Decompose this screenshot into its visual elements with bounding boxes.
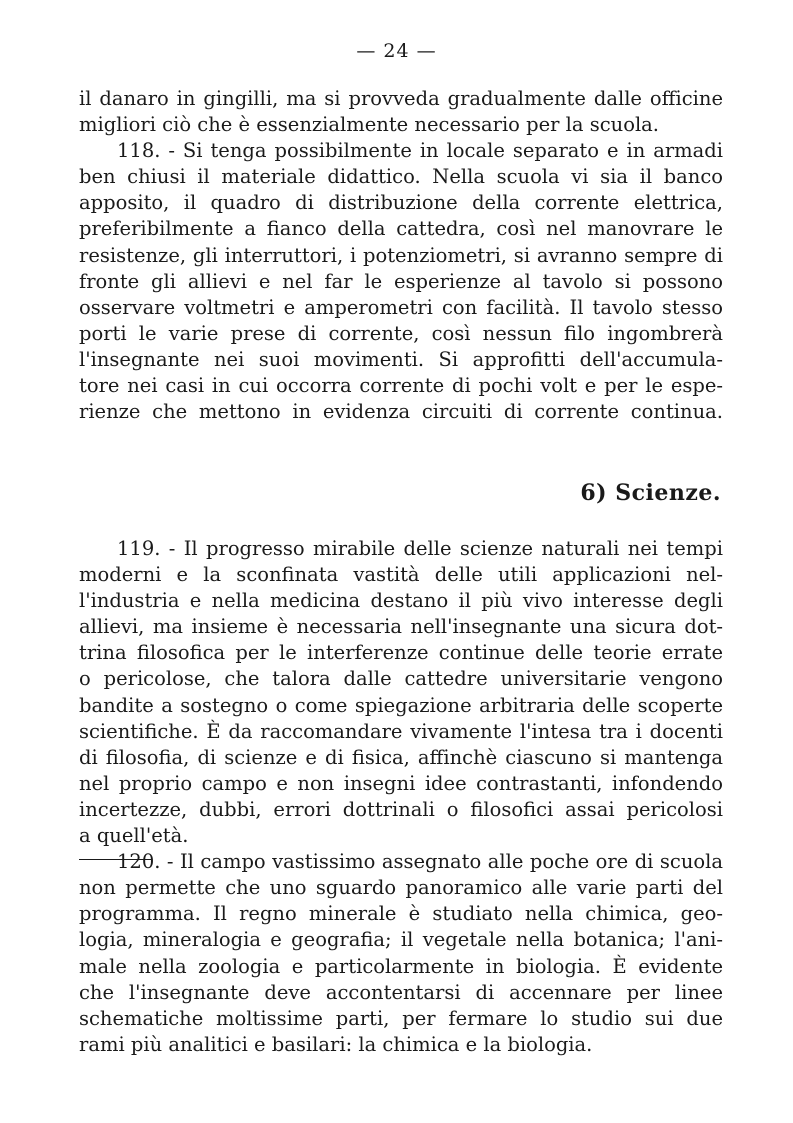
paragraph-119-line: moderni e la sconfinata vastità delle utili applicazioni nel-: [79, 563, 723, 587]
paragraph-118-line: 118. - Si tenga possibilmente in locale separato e in armadi: [117, 139, 723, 163]
paragraph-119-line: nel proprio campo e non insegni idee contrastanti, infondendo: [79, 771, 723, 795]
paragraph-119-line: l'industria e nella medicina destano il più vivo interesse degli: [79, 589, 723, 613]
paragraph-118-line: rienze che mettono in evidenza circuiti di corrente continua.: [79, 400, 723, 424]
text-block-lower: [79, 536, 723, 1058]
paragraph-119-line: bandite a sostegno o come spiegazione arbitraria delle scoperte: [79, 693, 723, 717]
section-heading: 6) Scienze.: [580, 480, 721, 506]
underline-rule: [79, 859, 151, 860]
paragraph-118-line: porti le varie prese di corrente, così nessun filo ingombrerà: [79, 321, 723, 345]
paragraph-119-line: a quell'età.: [79, 824, 189, 848]
paragraph-118-line: l'insegnante nei suoi movimenti. Si approfitti dell'accumula-: [79, 347, 723, 371]
paragraph-119-line: incertezze, dubbi, errori dottrinali o filosofici assai pericolosi: [79, 797, 723, 821]
paragraph-118-line: osservare voltmetri e amperometri con facilità. Il tavolo stesso: [79, 295, 723, 319]
paragraph-120-line: male nella zoologia e particolarmente in biologia. È evidente: [79, 954, 723, 978]
page-number: — 24 —: [356, 40, 437, 62]
paragraph-118-line: tore nei casi in cui occorra corrente di pochi volt e per le espe-: [79, 374, 723, 398]
paragraph-120-line: che l'insegnante deve accontentarsi di accennare per linee: [79, 980, 723, 1004]
paragraph-continuation-line: migliori ciò che è essenzialmente necessario per la scuola.: [79, 113, 660, 137]
paragraph-119-line: o pericolose, che talora dalle cattedre universitarie vengono: [79, 667, 723, 691]
paragraph-continuation-line: il danaro in gingilli, ma si provveda gradualmente dalle officine: [79, 87, 723, 110]
paragraph-118-line: apposito, il quadro di distribuzione della corrente elettrica,: [79, 191, 723, 215]
paragraph-119-line: di filosofia, di scienze e di fisica, affinchè ciascuno si mantenga: [79, 745, 723, 769]
paragraph-120-line: logia, mineralogia e geografia; il vegetale nella botanica; l'ani-: [79, 928, 723, 952]
text-block-upper: [79, 86, 723, 425]
paragraph-120-line: schematiche moltissime parti, per fermare lo studio sui due: [79, 1006, 723, 1030]
paragraph-120-line: non permette che uno sguardo panoramico alle varie parti del: [79, 876, 723, 900]
paragraph-119-line: allievi, ma insieme è necessaria nell'insegnante una sicura dot-: [79, 615, 723, 639]
paragraph-118-line: ben chiusi il materiale didattico. Nella scuola vi sia il banco: [79, 165, 723, 189]
paragraph-119-line: trina filosofica per le interferenze continue delle teorie errate: [79, 641, 723, 665]
paragraph-119-line: scientifiche. È da raccomandare vivamente l'intesa tra i docenti: [79, 719, 723, 743]
paragraph-118-line: fronte gli allievi e nel far le esperienze al tavolo si possono: [79, 269, 723, 293]
paragraph-120-line: programma. Il regno minerale è studiato nella chimica, geo-: [79, 902, 723, 926]
paragraph-118-line: resistenze, gli interruttori, i potenziometri, si avranno sempre di: [79, 243, 723, 267]
paragraph-120-line: 120. - Il campo vastissimo assegnato alle poche ore di scuola: [117, 850, 723, 874]
paragraph-120-line: rami più analitici e basilari: la chimica e la biologia.: [79, 1032, 593, 1056]
paragraph-119-line: 119. - Il progresso mirabile delle scienze naturali nei tempi: [117, 537, 723, 560]
paragraph-118-line: preferibilmente a fianco della cattedra, così nel manovrare le: [79, 217, 723, 241]
